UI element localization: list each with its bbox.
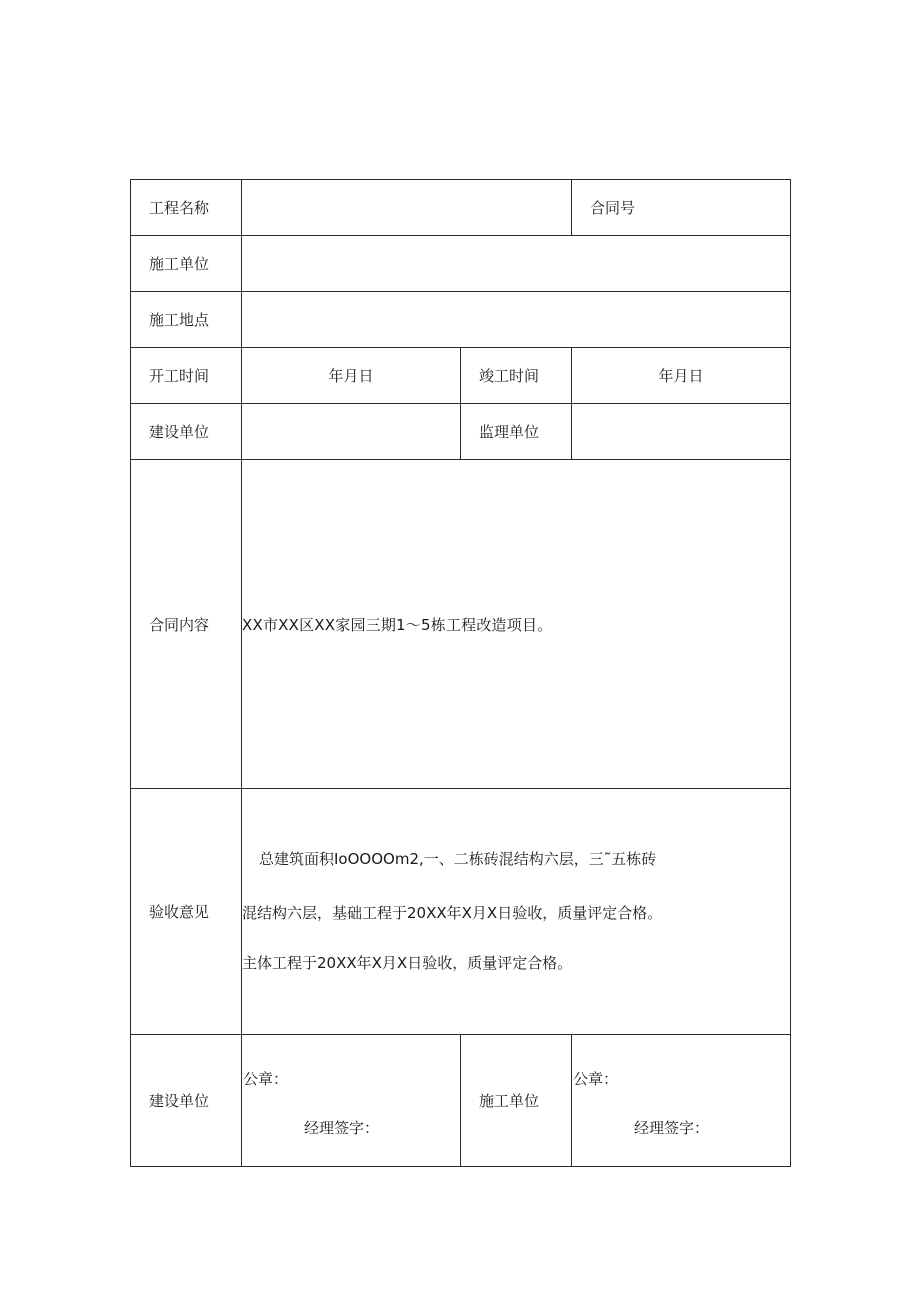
row-acceptance-opinion [131,789,791,1035]
contractor-signature-field[interactable] [572,1035,791,1167]
sign-owner-label: 建设单位 [131,1035,242,1167]
project-name-label: 工程名称 [131,180,242,236]
start-time-field[interactable]: 年月日 [242,348,461,404]
acceptance-opinion-field[interactable] [242,789,791,1035]
row-contractor [131,236,791,292]
row-dates [131,348,791,404]
owner-seal-label: 公章： [243,1070,289,1088]
row-signatures [131,1035,791,1167]
sign-contractor-label: 施工单位 [461,1035,572,1167]
contract-content-label: 合同内容 [131,460,242,789]
row-project-name [131,180,791,236]
acceptance-opinion-line-1: 总建筑面积IoOOOOm2,一、二栋砖混结构六层，三˜五栋砖 [259,850,657,868]
acceptance-opinion-line-2: 混结构六层，基础工程于20XX年X月X日验收，质量评定合格。 [242,904,663,922]
row-site [131,292,791,348]
owner-signature-field[interactable] [242,1035,461,1167]
site-field[interactable] [242,292,791,348]
owner-label: 建设单位 [131,404,242,460]
row-contract-content [131,460,791,789]
contract-number-label: 合同号 [572,180,791,236]
supervisor-label: 监理单位 [461,404,572,460]
supervisor-field[interactable] [572,404,791,460]
contractor-field[interactable] [242,236,791,292]
acceptance-form-table [130,179,791,1167]
acceptance-opinion-label: 验收意见 [131,789,242,1035]
contractor-label: 施工单位 [131,236,242,292]
start-time-label: 开工时间 [131,348,242,404]
contractor-seal-label: 公章： [573,1070,619,1088]
acceptance-opinion-line-3: 主体工程于20XX年X月X日验收，质量评定合格。 [242,954,573,972]
row-owner-supervisor [131,404,791,460]
owner-manager-sign-label: 经理签字： [304,1119,380,1137]
project-name-field[interactable] [242,180,572,236]
end-time-label: 竣工时间 [461,348,572,404]
end-time-field[interactable]: 年月日 [572,348,791,404]
contractor-manager-sign-label: 经理签字： [634,1119,710,1137]
contract-content-field[interactable] [242,460,791,789]
contract-content-text: XX市XX区XX家园三期1～5栋工程改造项目。 [242,615,553,634]
site-label: 施工地点 [131,292,242,348]
owner-field[interactable] [242,404,461,460]
